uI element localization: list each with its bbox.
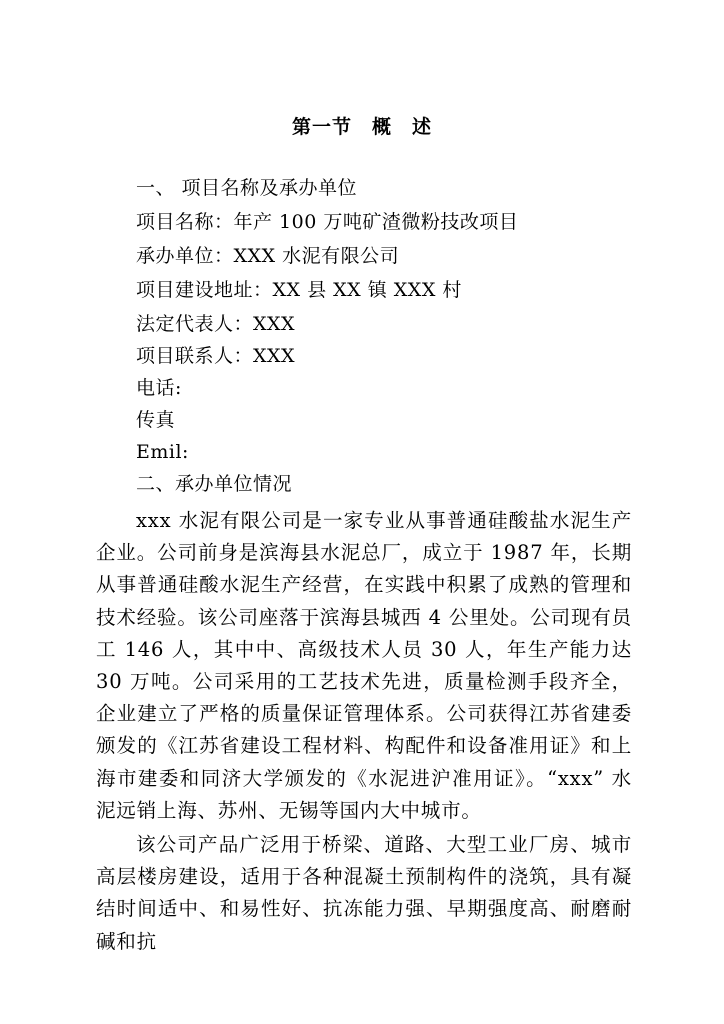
company-info-heading: 二、承办单位情况 [136, 473, 293, 495]
company-description-paragraph: xxx 水泥有限公司是一家专业从事普通硅酸盐水泥生产企业。公司前身是滨海县水泥总厂，成立于 1987 年，长期从事普通硅酸水泥生产经营，在实践中积累了成熟的管理和技术经验。该公司座落于滨海县城西 4 公里处。公司现有员工 146 人，其中中、高级技术人员 30 人，年生产能力达 30 万吨。公司采用的工艺技术先进，质量检测手段齐全，企业建立了严格的质量保证管理体系。公司获得江苏省建委颁发的《江苏省建设工程材料、构配件和设备准用证》和上海市建委和同济大学颁发的《水泥进沪准用证》。“xxx” 水泥远销上海、苏州、无锡等国内大中城市。 [96, 509, 632, 822]
legal-representative-line: 法定代表人：XXX [136, 313, 296, 335]
section-number: 第一节 [291, 116, 352, 138]
project-name-line: 项目名称：年产 100 万吨矿渣微粉技改项目 [136, 211, 519, 233]
undertaking-unit-line: 承办单位：XXX 水泥有限公司 [136, 245, 400, 267]
project-contact-line: 项目联系人：XXX [136, 345, 296, 367]
section-name: 概 述 [372, 116, 433, 138]
project-info-heading: 一、 项目名称及承办单位 [136, 177, 358, 199]
email-line: Emil: [136, 441, 189, 463]
section-title [0, 112, 724, 139]
product-usage-paragraph: 该公司产品广泛用于桥梁、道路、大型工业厂房、城市高层楼房建设，适用于各种混凝土预制构件的浇筑，具有凝结时间适中、和易性好、抗冻能力强、早期强度高、耐磨耐碱和抗 [96, 833, 632, 953]
phone-line: 电话: [136, 377, 182, 399]
project-address-line: 项目建设地址：XX 县 XX 镇 XXX 村 [136, 279, 462, 301]
fax-line: 传真 [136, 409, 176, 431]
